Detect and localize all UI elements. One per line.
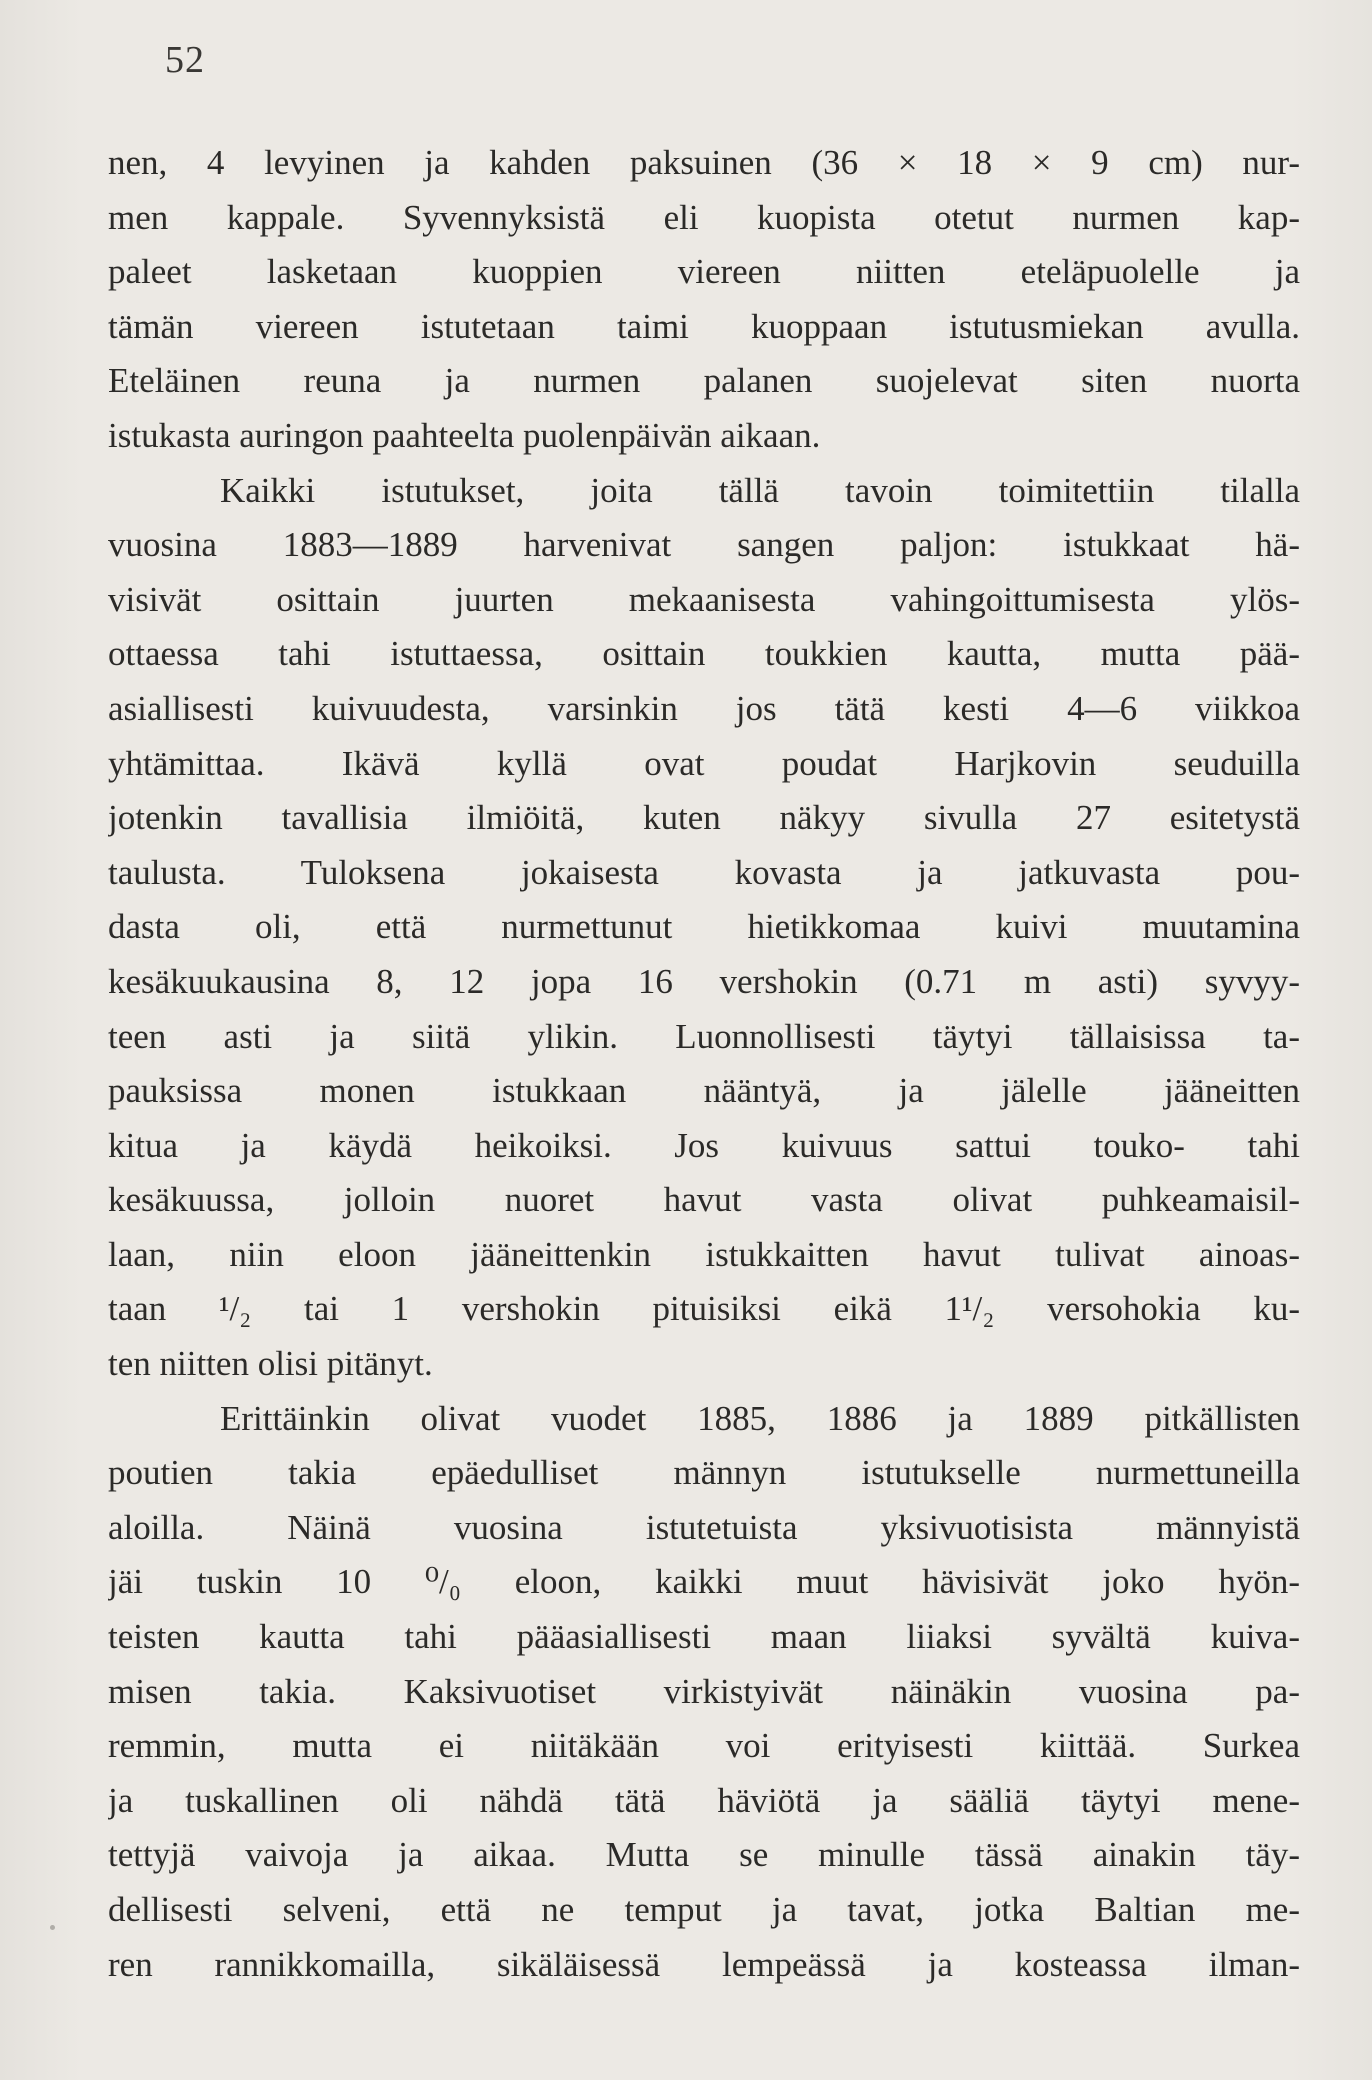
text-line: asiallisesti kuivuudesta, varsinkin jos tätä kesti 4—6 viikkoa — [108, 688, 1300, 728]
text-line: jäi tuskin 10 ⁰/₀ eloon, kaikki muut hävisivät joko hyön- — [108, 1562, 1300, 1602]
text-line: jotenkin tavallisia ilmiöitä, kuten näkyy sivulla 27 esitetystä — [108, 798, 1300, 838]
text-line: dellisesti selveni, että ne temput ja tavat, jotka Baltian me- — [108, 1890, 1300, 1929]
text-line: taulusta. Tuloksena jokaisesta kovasta ja jatkuvasta pou- — [108, 852, 1300, 892]
body-text — [108, 136, 1300, 1992]
text-line: tettyjä vaivoja ja aikaa. Mutta se minulle tässä ainakin täy- — [108, 1835, 1300, 1875]
text-line: Erittäinkin olivat vuodet 1885, 1886 ja 1889 pitkällisten — [220, 1398, 1300, 1438]
text-line: laan, niin eloon jääneittenkin istukkaitten havut tulivat ainoas- — [108, 1234, 1300, 1274]
text-line: teisten kautta tahi pääasiallisesti maan liiaksi syvältä kuiva- — [108, 1617, 1300, 1657]
paper-speck — [50, 1925, 55, 1930]
text-line: tämän viereen istutetaan taimi kuoppaan istutusmiekan avulla. — [108, 306, 1300, 346]
text-line: teen asti ja siitä ylikin. Luonnollisesti täytyi tällaisissa ta- — [108, 1016, 1300, 1056]
text-line: yhtämittaa. Ikävä kyllä ovat poudat Harjkovin seuduilla — [108, 743, 1300, 783]
text-line: dasta oli, että nurmettunut hietikkomaa kuivi muutamina — [108, 907, 1300, 947]
text-line: paleet lasketaan kuoppien viereen niitten eteläpuolelle ja — [108, 252, 1300, 292]
text-line: kesäkuukausina 8, 12 jopa 16 vershokin (0.71 m asti) syvyy- — [108, 961, 1300, 1001]
text-line: kesäkuussa, jolloin nuoret havut vasta olivat puhkeamaisil- — [108, 1180, 1300, 1220]
text-line: kitua ja käydä heikoiksi. Jos kuivuus sattui touko- tahi — [108, 1125, 1300, 1165]
text-line: ren rannikkomailla, sikäläisessä lempeässä ja kosteassa ilman- — [108, 1944, 1300, 1984]
text-line: visivät osittain juurten mekaanisesta vahingoittumisesta ylös- — [108, 579, 1300, 619]
text-line: poutien takia epäedulliset männyn istutukselle nurmettuneilla — [108, 1453, 1300, 1493]
text-line: ottaessa tahi istuttaessa, osittain toukkien kautta, mutta pää- — [108, 634, 1300, 674]
text-line: vuosina 1883—1889 harvenivat sangen paljon: istukkaat hä- — [108, 525, 1300, 565]
text-line: remmin, mutta ei niitäkään voi erityisesti kiittää. Surkea — [108, 1726, 1300, 1766]
text-line: pauksissa monen istukkaan nääntyä, ja jälelle jääneitten — [108, 1071, 1300, 1111]
text-line: aloilla. Näinä vuosina istutetuista yksivuotisista männyistä — [108, 1507, 1300, 1547]
text-line: ten niitten olisi pitänyt. — [108, 1344, 433, 1384]
text-line: Eteläinen reuna ja nurmen palanen suojelevat siten nuorta — [108, 361, 1300, 401]
text-line: misen takia. Kaksivuotiset virkistyivät näinäkin vuosina pa- — [108, 1671, 1300, 1711]
page-number: 52 — [165, 39, 205, 81]
text-line: nen, 4 levyinen ja kahden paksuinen (36 × 18 × 9 cm) nur- — [108, 143, 1300, 182]
text-line: taan ¹/₂ tai 1 vershokin pituisiksi eikä 1¹/₂ versohokia ku- — [108, 1289, 1300, 1329]
text-line: Kaikki istutukset, joita tällä tavoin toimitettiin tilalla — [220, 470, 1300, 510]
text-line: istukasta auringon paahteelta puolenpäivän aikaan. — [108, 415, 821, 455]
text-line: ja tuskallinen oli nähdä tätä häviötä ja sääliä täytyi mene- — [108, 1780, 1300, 1820]
text-line: men kappale. Syvennyksistä eli kuopista otetut nurmen kap- — [108, 197, 1300, 237]
